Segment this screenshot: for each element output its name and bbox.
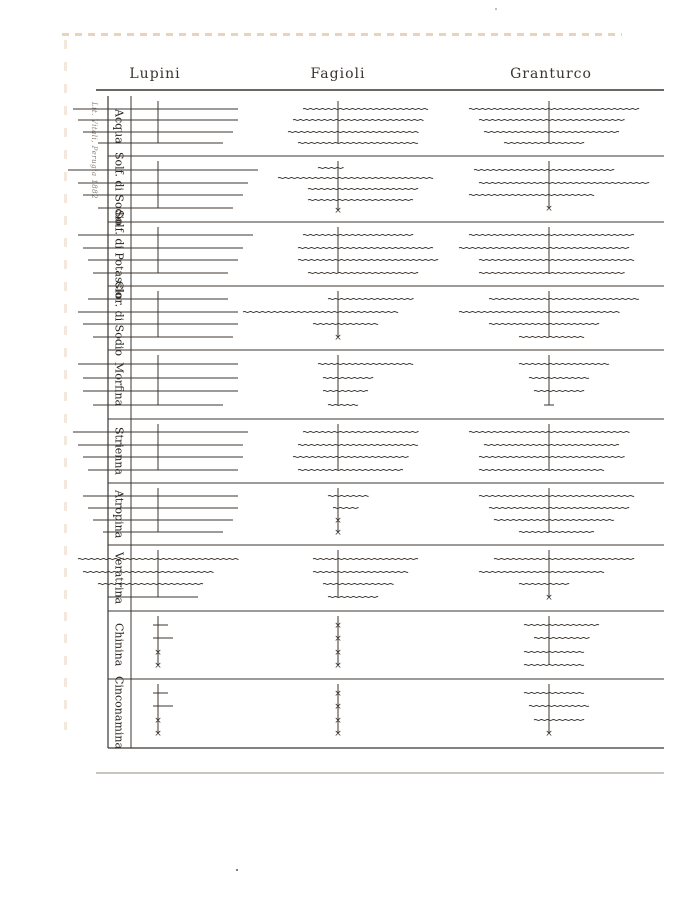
ungerminated-mark: × bbox=[334, 528, 342, 538]
root-line bbox=[298, 470, 403, 471]
row-label-chinina: Chinina bbox=[112, 623, 126, 667]
root-line bbox=[494, 520, 614, 521]
root-line bbox=[479, 457, 624, 458]
root-line bbox=[519, 532, 594, 533]
root-line bbox=[318, 168, 343, 169]
root-line bbox=[303, 109, 428, 110]
bottom-rule bbox=[96, 772, 664, 774]
root-line bbox=[293, 457, 408, 458]
column-header-lupini: Lupini bbox=[129, 66, 181, 82]
row-label-cinconamina: Cinconamina bbox=[112, 676, 126, 750]
ungerminated-mark: × bbox=[154, 648, 162, 658]
root-line bbox=[489, 299, 639, 300]
root-line bbox=[469, 109, 639, 110]
printer-note: Lit. Vitali, Perugia 1882 bbox=[90, 102, 98, 200]
row-label-acqua: Acqua bbox=[112, 108, 126, 144]
root-line bbox=[469, 235, 634, 236]
row-label-morfina: Morfina bbox=[112, 362, 126, 407]
root-line bbox=[83, 572, 213, 573]
root-line bbox=[313, 559, 418, 560]
root-line bbox=[484, 445, 619, 446]
ungerminated-mark: × bbox=[334, 516, 342, 526]
root-line bbox=[288, 132, 418, 133]
root-line bbox=[459, 248, 629, 249]
ungerminated-mark: × bbox=[545, 204, 553, 214]
row-label-atropina: Atropina bbox=[112, 489, 126, 539]
root-line bbox=[534, 391, 584, 392]
root-line bbox=[519, 364, 609, 365]
root-line bbox=[529, 378, 589, 379]
ungerminated-mark: × bbox=[334, 206, 342, 216]
root-line bbox=[328, 299, 413, 300]
ungerminated-mark: × bbox=[334, 661, 342, 671]
root-line bbox=[479, 183, 649, 184]
root-line bbox=[293, 120, 423, 121]
root-line bbox=[479, 120, 624, 121]
root-line bbox=[504, 143, 584, 144]
ungerminated-mark: × bbox=[334, 621, 342, 631]
root-line bbox=[484, 132, 619, 133]
root-line bbox=[489, 508, 629, 509]
root-line bbox=[479, 273, 624, 274]
row-label-clor-sodio: Clor. di Sodio bbox=[112, 280, 126, 356]
ungerminated-mark: × bbox=[334, 729, 342, 739]
root-line bbox=[318, 364, 413, 365]
root-line bbox=[323, 378, 373, 379]
root-line bbox=[308, 189, 418, 190]
row-label-veratrina: Veratrina bbox=[112, 551, 126, 605]
ungerminated-mark: × bbox=[545, 729, 553, 739]
root-line bbox=[474, 170, 614, 171]
root-line bbox=[489, 324, 599, 325]
root-line bbox=[328, 597, 378, 598]
ungerminated-mark: × bbox=[154, 661, 162, 671]
root-line bbox=[479, 496, 634, 497]
root-line bbox=[98, 584, 203, 585]
root-line bbox=[303, 235, 413, 236]
root-line bbox=[328, 496, 368, 497]
root-line bbox=[308, 273, 418, 274]
root-line bbox=[479, 260, 634, 261]
root-line bbox=[243, 312, 398, 313]
root-line bbox=[534, 638, 589, 639]
ungerminated-mark: × bbox=[334, 702, 342, 712]
root-line bbox=[524, 625, 599, 626]
root-line bbox=[308, 200, 413, 201]
ungerminated-mark: × bbox=[334, 634, 342, 644]
root-line bbox=[469, 195, 594, 196]
ungerminated-mark: × bbox=[334, 648, 342, 658]
root-line bbox=[323, 584, 393, 585]
row-label-strienna: Strienna bbox=[112, 427, 126, 475]
root-line bbox=[459, 312, 619, 313]
root-line bbox=[278, 178, 433, 179]
root-line bbox=[529, 706, 589, 707]
root-line bbox=[524, 665, 584, 666]
ungerminated-mark: × bbox=[334, 716, 342, 726]
root-line bbox=[298, 143, 418, 144]
root-line bbox=[534, 720, 584, 721]
root-line bbox=[303, 432, 418, 433]
root-line bbox=[328, 405, 358, 406]
ungerminated-mark: × bbox=[154, 716, 162, 726]
root-line bbox=[524, 652, 584, 653]
column-header-granturco: Granturco bbox=[510, 66, 592, 82]
ungerminated-mark: × bbox=[334, 333, 342, 343]
ungerminated-mark: × bbox=[334, 689, 342, 699]
ungerminated-mark: × bbox=[545, 593, 553, 603]
root-line bbox=[298, 445, 418, 446]
root-line bbox=[313, 324, 378, 325]
row-label-solf-sodio: Solf. di Sodio bbox=[112, 152, 126, 226]
ungerminated-mark: × bbox=[154, 729, 162, 739]
speck bbox=[495, 8, 497, 10]
root-line bbox=[323, 391, 368, 392]
root-line bbox=[524, 693, 584, 694]
root-line bbox=[333, 508, 358, 509]
root-line bbox=[519, 337, 584, 338]
root-line bbox=[313, 572, 408, 573]
column-header-fagioli: Fagioli bbox=[310, 66, 366, 82]
root-line bbox=[298, 260, 438, 261]
root-line bbox=[479, 572, 604, 573]
root-line bbox=[298, 248, 433, 249]
root-line bbox=[519, 584, 569, 585]
row-label-solf-potassio: Solf. di Potassio bbox=[112, 209, 126, 299]
root-line bbox=[494, 559, 634, 560]
root-line bbox=[479, 470, 604, 471]
speck bbox=[236, 869, 238, 871]
